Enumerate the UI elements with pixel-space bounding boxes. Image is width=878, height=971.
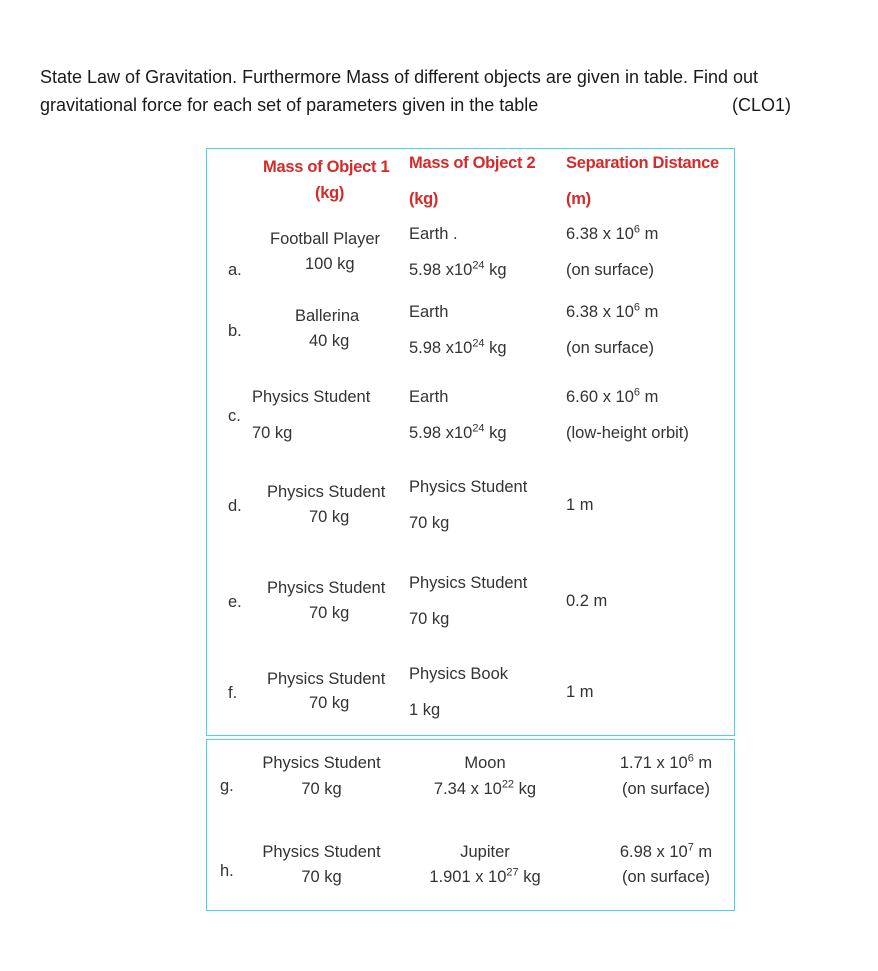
- row-label: b.: [228, 322, 242, 340]
- object2-name: Earth: [409, 388, 449, 406]
- distance-note: (on surface): [566, 261, 655, 279]
- object2-name: Physics Student: [409, 478, 528, 496]
- object2-mass: 70 kg: [409, 514, 450, 532]
- object1-mass: 70 kg: [309, 604, 350, 622]
- header-mass2: Mass of Object 2: [409, 154, 536, 172]
- row-label: d.: [228, 497, 242, 515]
- separation-distance: 6.38 x $10^6$ m: [566, 223, 659, 243]
- separation-distance: 1 m: [566, 683, 594, 701]
- object2-name: Physics Student: [409, 574, 528, 592]
- distance-note: (on surface): [621, 780, 711, 798]
- separation-distance: 6.38 x $10^6$ m: [566, 301, 659, 321]
- object1-mass: 70 kg: [252, 424, 293, 442]
- distance-note: (on surface): [621, 868, 711, 886]
- separation-distance: 0.2 m: [566, 592, 608, 610]
- row-label: g.: [220, 777, 234, 795]
- separation-distance: 1.71 x $10^6$ m: [619, 752, 713, 772]
- object2-name: Physics Book: [409, 665, 509, 683]
- object1-name: Physics Student: [267, 670, 386, 688]
- header-distance: Separation Distance: [566, 154, 719, 172]
- object1-name: Physics Student: [267, 483, 386, 501]
- object2-mass: 5.98 $x10^{24}$ kg: [409, 259, 507, 279]
- object2-name: Earth .: [409, 225, 458, 243]
- object2-mass: 5.98 $x10^{24}$ kg: [409, 337, 507, 357]
- separation-distance: 1 m: [566, 496, 594, 514]
- object1-name: Physics Student: [262, 754, 381, 772]
- object1-mass: 70 kg: [309, 508, 350, 526]
- object2-mass: 1 kg: [409, 701, 441, 719]
- header-mass1: Mass of Object 1: [263, 158, 390, 176]
- separation-distance: 6.60 x $10^6$ m: [566, 386, 659, 406]
- header-distance-unit: (m): [566, 190, 591, 208]
- object1-name: Physics Student: [252, 388, 371, 406]
- header-mass2-unit: (kg): [409, 190, 439, 208]
- object1-name: Physics Student: [262, 843, 381, 861]
- clo-tag: (CLO1): [732, 95, 792, 115]
- object2-mass: 1.901 x $10^{27}$ kg: [429, 866, 541, 886]
- object1-name: Physics Student: [267, 579, 386, 597]
- row-label: a.: [228, 261, 242, 279]
- distance-note: (low-height orbit): [566, 424, 689, 442]
- question-line-2: gravitational force for each set of parameters given in the table: [40, 95, 539, 115]
- row-label: c.: [228, 407, 241, 425]
- object1-mass: 70 kg: [301, 780, 342, 798]
- object2-mass: 70 kg: [409, 610, 450, 628]
- question-line-1: State Law of Gravitation. Furthermore Mass of different objects are given in table. Find out: [40, 67, 759, 87]
- row-label: f.: [228, 684, 238, 702]
- object2-name: Moon: [464, 754, 506, 772]
- object2-name: Earth: [409, 303, 449, 321]
- object1-mass: 70 kg: [301, 868, 342, 886]
- object1-mass: 40 kg: [309, 332, 350, 350]
- object1-name: Football Player: [270, 230, 381, 248]
- object2-mass: 5.98 $x10^{24}$ kg: [409, 422, 507, 442]
- object2-mass: 7.34 x $10^{22}$ kg: [433, 778, 537, 798]
- object1-name: Ballerina: [295, 307, 360, 325]
- header-mass1-unit: (kg): [315, 184, 345, 202]
- object1-mass: 100 kg: [305, 255, 355, 273]
- row-label: e.: [228, 593, 242, 611]
- row-label: h.: [220, 862, 234, 880]
- object2-name: Jupiter: [460, 843, 510, 861]
- question-text: [40, 63, 840, 119]
- separation-distance: 6.98 x $10^7$ m: [619, 841, 713, 861]
- object1-mass: 70 kg: [309, 694, 350, 712]
- distance-note: (on surface): [566, 339, 655, 357]
